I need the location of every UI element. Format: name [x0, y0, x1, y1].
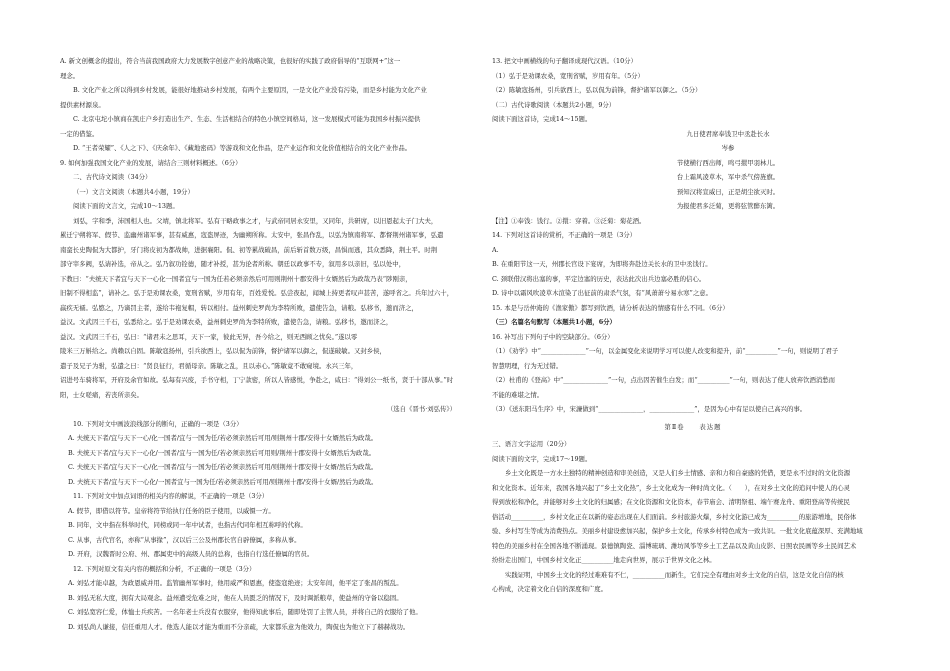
question-13-part: （1）弘于是劝课农桑，宽刑省赋，岁用有年。（5分） [492, 71, 644, 80]
language-passage-line: 乡土文化既是一方水土独特的精神创造和审美创造，又是人们乡土情感、亲和力和自豪感的凭借，更是永不过时的文化资源 [505, 469, 851, 477]
language-passage-line: 心构成，决定着文化自信的深度和广度。 [492, 585, 608, 593]
choice: C. 颈联借汉将出塞的事，平定边塞的历史，表达此次出兵边塞必胜的信心。 [492, 274, 706, 283]
question-12: 12. 下列对原文有关内容的概括和分析，不正确的一项是（3分） [73, 564, 256, 573]
poetry-subsection-heading: （二）古代诗歌阅读（本题共2小题，9分） [492, 100, 616, 109]
passage-line: 部守宰多阙，弘请补选，帝从之。弘乃叙功铨德，随才补授，甚为论者所称。朝廷以政事不专，叙用多以亲旧，弘以处中， [60, 260, 406, 268]
section-3-heading: （三）名篇名句默写（本题共1小题，6分） [492, 318, 616, 326]
option-b-cont: 提供素材源泉。 [60, 100, 105, 109]
language-passage-line: 验、乡村写生等成为消费热点。美丽乡村建设愈加兴起，保护乡土文化，传承乡村特色成为一致共识。一批文化底蕴深厚、充满地域 [492, 527, 863, 535]
poem-line: 台上霜风凌草木，军中杀气傍旌旗。 [676, 173, 780, 181]
passage-line: 阳，士女嗟痛，若丧所亲矣。 [60, 390, 144, 399]
passage-line: 陵米三万斛给之。尚赖以自固。陈敏寇扬州，引兵欲西上，弘以侃为前锋，督护诸军以御之，侃遂破敏。又封乡侯， [60, 347, 386, 355]
choice: B. 同年，文中指在科举时代，同榜或同一年中试者，也指古代同年相互称呼的代称。 [68, 521, 307, 529]
subsection-1-heading: （一）文言文阅读（本题共4小题，19分） [73, 187, 194, 196]
reading-instruction: 阅读下面的文言文，完成10～13题。 [73, 202, 179, 210]
question-16-part: 不能的难堪之情。 [492, 390, 544, 399]
poem-line: 节使横行西出师，鸣弓擐甲羽林儿。 [676, 158, 780, 167]
poem-title: 九日使君席奉饯卫中丞赴长水 [686, 129, 770, 138]
language-section-heading: 三、语言文字运用（20分） [492, 440, 571, 448]
choice: A. 假节，即借以符节。皇帝将符节给执行任务的臣子使用，以威慑一方。 [68, 506, 275, 515]
passage-line: 刘弘，字和季，沛国相人也。父靖，镇北将军。弘有干略政事之才，与武帝同居永安里，又同年，共研席，以旧恩起太子门大夫， [73, 216, 438, 225]
question-16-part: （1）《劝学》中“______________”一句，以金属变化来说明学习可以使人改变和提升，前“__________”一句，则说明了君子 [492, 347, 839, 355]
option-a-cont: 理念。 [60, 71, 80, 80]
passage-line: 益汉。文武因三千石，弘曰：“诸君未之思耳，天下一家，彼此无异，吾今给之，则无西顾之忧矣。”遂以零 [60, 332, 358, 341]
question-16-part: （3）《送东阳马生序》中，宋濂做到“______________，______________”，是因为心中有足以使自己高兴的事。 [492, 405, 807, 413]
choice: D. 刘弘尚人谦接，信任重用人才。他选人能以才能为重而不分亲疏，大家都乐意为他效力，陶侃也为他立下了赫赫战功。 [68, 622, 410, 631]
question-16: 16. 补写出下列句子中的空缺部分。（6分） [492, 332, 614, 341]
part-2-heading: 第Ⅱ卷 表达题 [664, 422, 722, 431]
language-instruction: 阅读下面的文字，完成17～19题。 [492, 454, 592, 463]
question-11: 11. 下列对文中加点词语的相关内容的解说，不正确的一项是（3分） [73, 492, 269, 500]
choice: A. 刘弘才能卓越，为政恩威并用。监管幽州军事时，他用威严和恩惠，使盗寇绝迹；太安年间，他平定了张昌的叛乱。 [68, 579, 403, 587]
choice: C. 从事，古代官名，亦称“从事掾”，汉以后三公及州郡长官自辟僚属，多称从事。 [68, 535, 301, 544]
passage-line: 益汉。文武因三千石，弘悉给之。弘于是劝课农桑，益州刺史罗尚为李特所败，遣使告急，请粮。弘移书，邀而济之， [60, 318, 393, 326]
choice: C. 夫统天下者/宜与天下一心/化一国者/宜与一国为任/若必须亲然后可用/则荆州十郡安得十女婿/然后为政哉。 [68, 463, 378, 471]
passage-line: 旧制不得相监”，请补之。弘于是劝课农桑，宽刑省赋，岁用有年，百姓爱悦。弘尝夜起，闻城上持更者叹声甚苦，遂呼省之。兵年过六十， [60, 289, 454, 297]
choice: A. 夫统天下者/宜与天下一心/化一国者/宜与一国为任/若必须亲然后可用/则荆州十郡/安得十女婿然后为政哉。 [68, 434, 378, 442]
question-10: 10. 下列对文中画波浪线部分的断句，正确的一项是（3分） [73, 419, 243, 428]
passage-line: 羸疾无襦。弘愍之，乃谪罚主者，遂给韦袍复帽，转以相付。益州刺史罗尚为李特所败，遣使告急，请粮。弘移书，邀而济之， [60, 303, 418, 312]
passage-line: 累迁宁朔将军、假节、监幽州诸军事，甚有威惠，寇盗屏迹，为幽朔所称。太安中，张昌作乱，以弘为镇南将军、都督荆州诸军事，弘遣 [60, 231, 444, 239]
poem-author: 岑参 [721, 144, 735, 152]
poem-note: 【注】①奉饯：饯行。②擐：穿着。③泛菊：菊花酒。 [492, 216, 646, 225]
question-13-part: （2）陈敏寇扬州，引兵欲西上，弘以侃为前锋，督护诸军以御之。（5分） [492, 86, 702, 94]
option-c: C. 北京屯坨小镇商在凯庄户乡打造出生产、生态、生活相结合的特色小镇空间格局，这一发展模式可能为我国乡村振兴提供 [73, 115, 421, 123]
option-d: D. “王者荣耀”、《人之下》、《庆余年》、《藏地密码》等游戏和文化作品，是产业运作和文化价值相结合的文化产业作品。 [73, 144, 412, 152]
passage-line: 诏进号车骑将军，开府及余官如故。弘每有兴废，手书守相，丁宁款密，所以人皆感悦，争赴之，咸曰：“得刘公一纸书，贤于十部从事。”时 [60, 376, 454, 384]
choice: B. 在重阳节这一天，州郡长官设下宴席，为即将奔赴边关长水的卫中丞饯行。 [492, 260, 712, 268]
language-passage-line: 俗活动__________，乡村文化正在以新的姿态出现在人们面前。乡村旅游火爆，乡村文化游已成为__________的旅游增地，民俗体 [492, 512, 857, 521]
passage-line: 南蛮长史陶侃为大都护，牙门将皮初为都战帅，进据襄阳。侃、初等累战破昌，前后斩首数万级，昌惧而逃，其众悉降，荆土平。时荆 [60, 245, 438, 254]
passage-line: 遣子及兄子为驸，弘遣之曰：“贤良征行，君循母亲。陈敏之乱，且以赤心。”陈敏竟不敢窥境。永兴三年， [60, 361, 358, 370]
left-column [60, 54, 470, 634]
choice: B. 刘弘无私大度，拥有大局观念。益州遭受危难之时，他在人员匮乏的情况下，及时调派粮草，使益州的守备以稳固。 [68, 593, 403, 602]
passage-line: 下教曰：“夫统天下者宜与天下一心化一国者宜与一国为任若必须亲然后可用则荆州十郡安得十女婿然后为政哉乃表“陟刚亲， [60, 274, 412, 283]
choice: A. [492, 245, 499, 254]
section-2-heading: 二、古代诗文阅读（34分） [73, 173, 152, 181]
question-13: 13. 把文中画横线的句子翻译成现代汉语。（10分） [492, 57, 637, 65]
question-14: 14. 下列对这首诗的赏析，不正确的一项是（3分） [492, 231, 637, 239]
choice: D. 诗中以霜风吹凌草木渲染了出征前的肃杀气氛，有“风萧萧兮易水寒”之意。 [492, 289, 712, 297]
language-passage-line: 和文化资本。近年来，我国各地兴起了“乡土文化热”，乡土文化成为一种时尚文化。（ ），在对乡土文化的追问中使人的心灵 [492, 483, 851, 492]
question-16-part: 智慧明理，行为无过错。 [492, 361, 563, 370]
poetry-instruction: 阅读下面这首诗，完成14～15题。 [492, 115, 592, 123]
language-passage-line: 得到放松和净化，并能够对乡土文化的归属感；在文化资源和文化资本，春节庙会、清明祭祖、端午赛龙舟、重阳登高等传统民 [492, 498, 850, 506]
right-column [492, 54, 894, 597]
question-15: 15. 本是与岳仲淹的《渔家傲》都写到饮酒，请分析表达的情感有什么不同。（6分） [492, 303, 729, 312]
option-c-cont: 一定的借鉴。 [60, 129, 99, 138]
question-9: 9. 如何加强我国文化产业的发展，请结合三则材料概述。（6分） [60, 158, 242, 167]
language-passage-line: 特色的美丽乡村在全国各地不断涌现。景德镇陶瓷、淄博琉璃、潍坊风筝等乡土工艺品以及黄山皮影、日照农民画等乡土民间艺术 [492, 541, 857, 550]
language-passage-line: 实践证明，中国乡土文化的经过难难有不仁，__________而新生，它们完全有理由对乡土文化的自信，这是文化自信的核 [505, 570, 844, 579]
poem-line: 预知汉将宣威日，正是胡尘欲灭时。 [676, 187, 780, 196]
poem-line: 为报使君多泛菊，更将弦管醉东篱。 [676, 202, 780, 210]
passage-source: （选自《晋书·刘弘传》） [386, 405, 456, 413]
option-a: A. 新文创概念的提出，符合当前我国政府大力发展数字创意产业的战略决策，也很好的实践了政府倡导的“互联网+”这一 [60, 57, 401, 65]
language-passage-line: 纷纷走出国门，中国乡村文化正__________地走向世界，展示于世界文化之林。 [492, 556, 716, 564]
choice: D. 开府，汉魏晋时公府、州、郡属吏中的高级人员的总称，也指自行选任僚属的官员。 [68, 550, 314, 558]
question-16-part: （2）杜甫的《登高》中“______________”一句，点出因苦催生白发；而“__________”一句，则表达了使人放弃饮酒消愁而 [492, 376, 836, 384]
option-b: B. 文化产业之所以得到乡村发展，能很好地推动乡村发展，有两个主要原因，一是文化产业没有污染，而是乡村能为文化产业 [73, 86, 427, 94]
choice: C. 刘弘宽容仁爱，体恤士兵疾苦。一名年老士兵没有衣服穿，他得知此事后，随即处罚了主管人员，并将自己的衣服给了他。 [68, 608, 422, 616]
choice: B. 夫统天下者/宜与天下一心化/一国者/宜与一国为任/若必须亲然后可用则/荆州十郡安得十女婿然后为政哉。 [68, 448, 376, 457]
choice: D. 夫统天下者/宜与天下一心化/一国者宜与一国为任/若必须亲然后可用/则荆州十郡/安得十女婿/然后为政哉。 [68, 477, 378, 486]
